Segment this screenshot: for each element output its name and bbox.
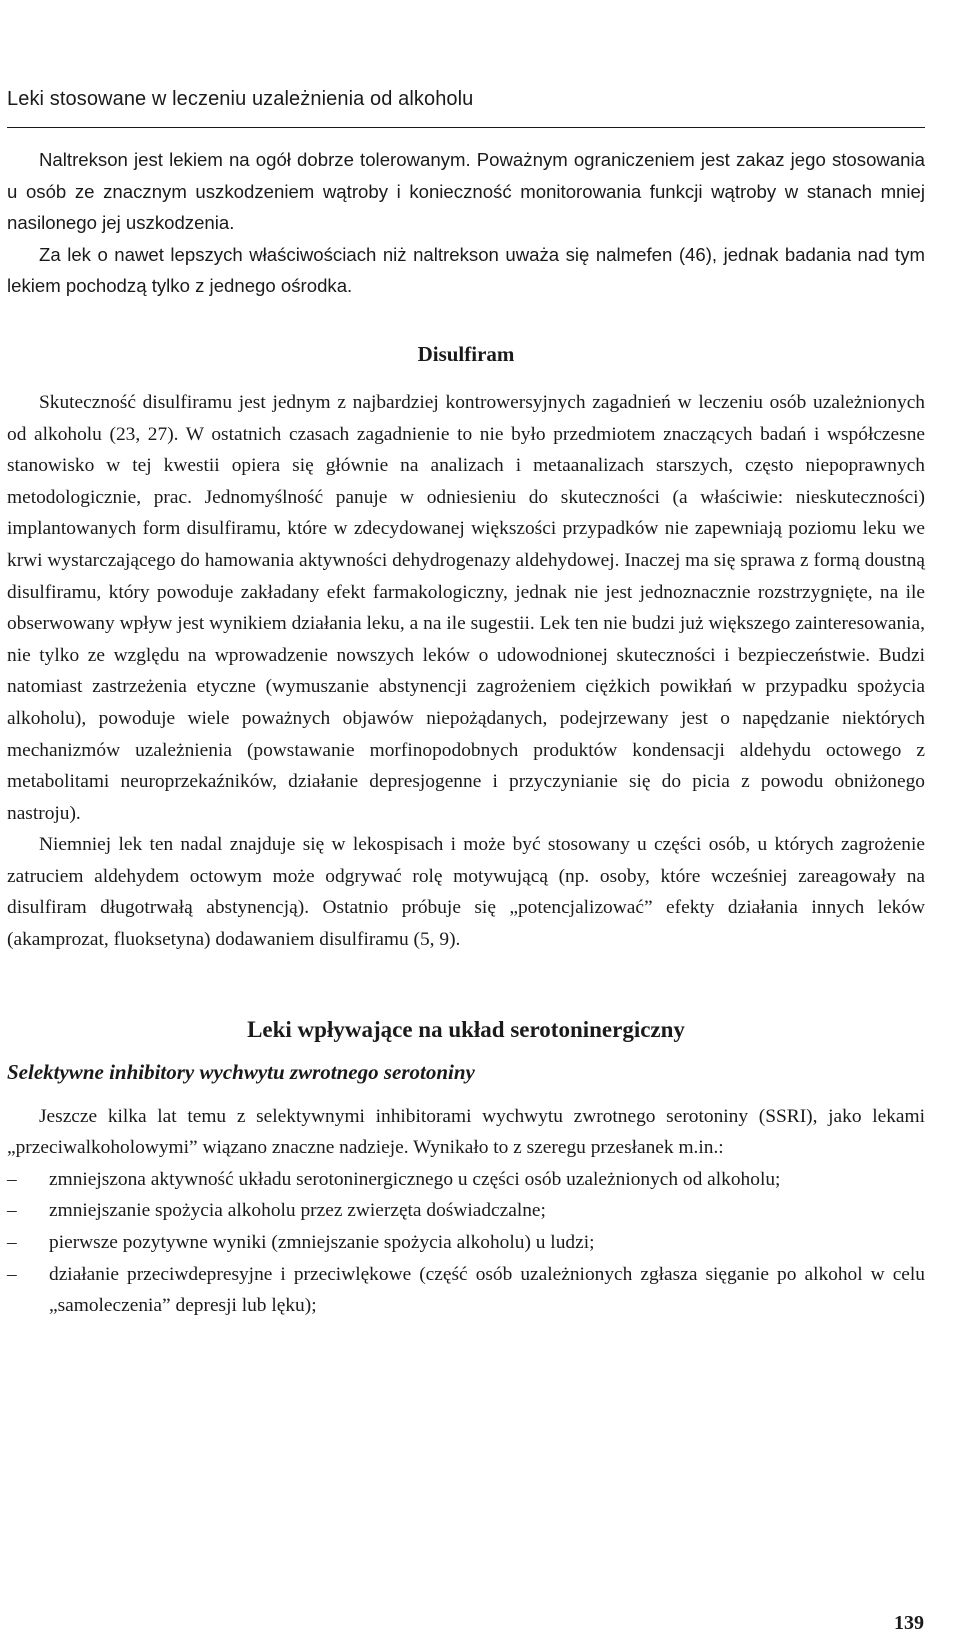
header-rule xyxy=(7,127,925,128)
list-item xyxy=(7,1195,925,1227)
list-dash: – xyxy=(7,1232,17,1254)
section-heading-serotonin: Leki wpływające na układ serotoninergiczny xyxy=(247,1016,685,1042)
page-content xyxy=(7,144,925,1322)
list-item xyxy=(7,1227,925,1259)
list-item-text: pierwsze pozytywne wyniki (zmniejszanie spożycia alkoholu) u ludzi; xyxy=(49,1232,595,1254)
list-item xyxy=(7,1259,925,1322)
ssri-paragraph-1: Jeszcze kilka lat temu z selektywnymi inhibitorami wychwytu zwrotnego serotoniny (SSRI), jako lekami „przeciwalkoholowymi” wiązano znaczne nadzieje. Wynikało to z szeregu przesłanek m.in.: xyxy=(7,1105,925,1159)
list-item-text: zmniejszona aktywność układu serotoninergicznego u części osób uzależnionych od alkoholu; xyxy=(49,1168,781,1190)
disulfiram-paragraph-2: Niemniej lek ten nadal znajduje się w lekospisach i może być stosowany u części osób, u których zagrożenie zatruciem aldehydem octowym może odgrywać rolę motywującą (np. osoby, które wcześniej zareagowały na disulfiram długotrwałą abstynencją). Ostatnio próbuje się „potencjalizować” efekty działania innych leków (akamprozat, fluoksetyna) dodawaniem disulfiramu (5, 9). xyxy=(7,834,925,951)
disulfiram-paragraph-1: Skuteczność disulfiramu jest jednym z najbardziej kontrowersyjnych zagadnień w leczeniu osób uzależnionych od alkoholu (23, 27). W ostatnich czasach zagadnienie to nie było przedmiotem znaczących badań i współczesne stanowisko w tej kwestii opiera się głównie na analizach i metaanalizach starszych, często niepoprawnych metodologicznie, prac. Jednomyślność panuje w odniesieniu do skuteczności (a właściwie: nieskuteczności) implantowanych form disulfiramu, które w zdecydowanej większości przypadków nie zapewniają poziomu leku we krwi wystarczającego do hamowania aktywności dehydrogenazy aldehydowej. Inaczej ma się sprawa z formą doustną disulfiramu, który powoduje zakładany efekt farmakologiczny, jednak nie jest jednoznacznie rozstrzygnięte, na ile obserwowany wpływ jest wynikiem działania leku, a na ile sugestii. Lek ten nie budzi już większego zainteresowania, nie tylko ze względu na wprowadzenie nowszych leków o udowodnionej skuteczności i bezpieczeństwie. Budzi natomiast zastrzeżenia etyczne (wymuszanie abstynencji zagrożeniem ciężkich powikłań w przypadku spożycia alkoholu), powoduje wiele poważnych objawów niepożądanych, podejrzewany jest o napędzanie niektórych mechanizmów uzależnienia (powstawanie morfinopodobnych produktów kondensacji aldehydu octowego z metabolitami neuroprzekaźników, działanie depresjogenne i przyczynianie się do picia z powodu obniżonego nastroju). xyxy=(7,391,925,824)
intro-paragraph-2: Za lek o nawet lepszych właściwościach niż naltrekson uważa się nalmefen (46), jednak badania nad tym lekiem pochodzą tylko z jednego ośrodka. xyxy=(7,243,925,297)
list-dash: – xyxy=(7,1200,17,1222)
list-item-text: zmniejszanie spożycia alkoholu przez zwierzęta doświadczalne; xyxy=(49,1200,546,1222)
page-number: 139 xyxy=(894,1612,924,1634)
list-dash: – xyxy=(7,1168,17,1190)
running-header: Leki stosowane w leczeniu uzależnienia od alkoholu xyxy=(7,88,474,110)
subsection-heading-ssri: Selektywne inhibitory wychwytu zwrotnego serotoniny xyxy=(7,1059,475,1084)
list-dash: – xyxy=(7,1263,17,1285)
intro-paragraph-1: Naltrekson jest lekiem na ogół dobrze tolerowanym. Poważnym ograniczeniem jest zakaz jego stosowania u osób ze znacznym uszkodzeniem wątroby i konieczność monitorowania funkcji wątroby w stanach mniej nasilonego jej uszkodzenia. xyxy=(7,149,925,234)
premises-list xyxy=(7,1164,925,1322)
list-item xyxy=(7,1164,925,1196)
section-heading-disulfiram: Disulfiram xyxy=(417,341,515,366)
list-item-text: działanie przeciwdepresyjne i przeciwlękowe (część osób uzależnionych zgłasza sięganie po alkohol w celu „samoleczenia” depresji lub lęku); xyxy=(49,1263,925,1317)
